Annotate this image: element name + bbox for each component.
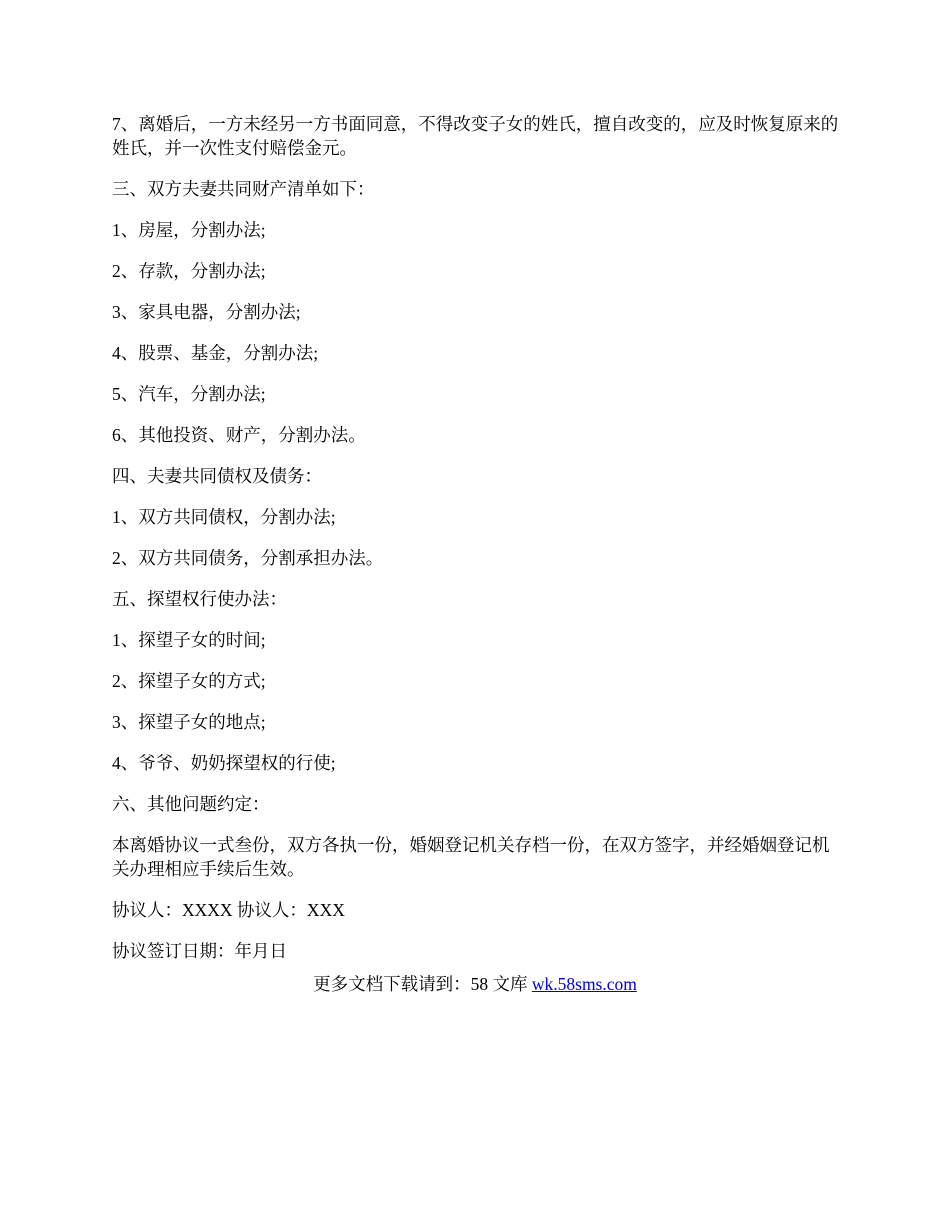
- list-item-debts: 2、双方共同债务，分割承担办法。: [112, 548, 384, 568]
- list-item-furniture: 3、家具电器，分割办法;: [112, 302, 301, 322]
- list-item-visit-place: 3、探望子女的地点;: [112, 712, 266, 732]
- heading-visitation: 五、探望权行使办法：: [112, 589, 287, 609]
- footer-download-note: [0, 972, 950, 996]
- heading-joint-property: 三、双方夫妻共同财产清单如下：: [112, 179, 375, 199]
- footer-text: 更多文档下载请到：58 文库: [313, 974, 532, 994]
- heading-other-matters: 六、其他问题约定：: [112, 794, 270, 814]
- heading-debts: 四、夫妻共同债权及债务：: [112, 466, 322, 486]
- list-item-car: 5、汽车，分割办法;: [112, 384, 266, 404]
- list-item-other-assets: 6、其他投资、财产，分割办法。: [112, 425, 366, 445]
- list-item-visit-time: 1、探望子女的时间;: [112, 630, 266, 650]
- signatories-line: 协议人：XXXX 协议人：XXX: [112, 900, 345, 920]
- list-item-grandparents: 4、爷爷、奶奶探望权的行使;: [112, 753, 336, 773]
- footer-link[interactable]: wk.58sms.com: [531, 974, 637, 994]
- list-item-credits: 1、双方共同债权，分割办法;: [112, 507, 336, 527]
- list-item-visit-method: 2、探望子女的方式;: [112, 671, 266, 691]
- signing-date-line: 协议签订日期：年月日: [112, 941, 287, 961]
- list-item-deposits: 2、存款，分割办法;: [112, 261, 266, 281]
- document-body: [112, 112, 842, 980]
- paragraph-surname-clause: 7、离婚后，一方未经另一方书面同意，不得改变子女的姓氏，擅自改变的，应及时恢复原来的姓氏，并一次性支付赔偿金元。: [112, 114, 839, 158]
- paragraph-effectiveness: 本离婚协议一式叁份，双方各执一份，婚姻登记机关存档一份，在双方签字，并经婚姻登记机关办理相应手续后生效。: [112, 835, 830, 879]
- list-item-house: 1、房屋，分割办法;: [112, 220, 266, 240]
- list-item-stocks: 4、股票、基金，分割办法;: [112, 343, 319, 363]
